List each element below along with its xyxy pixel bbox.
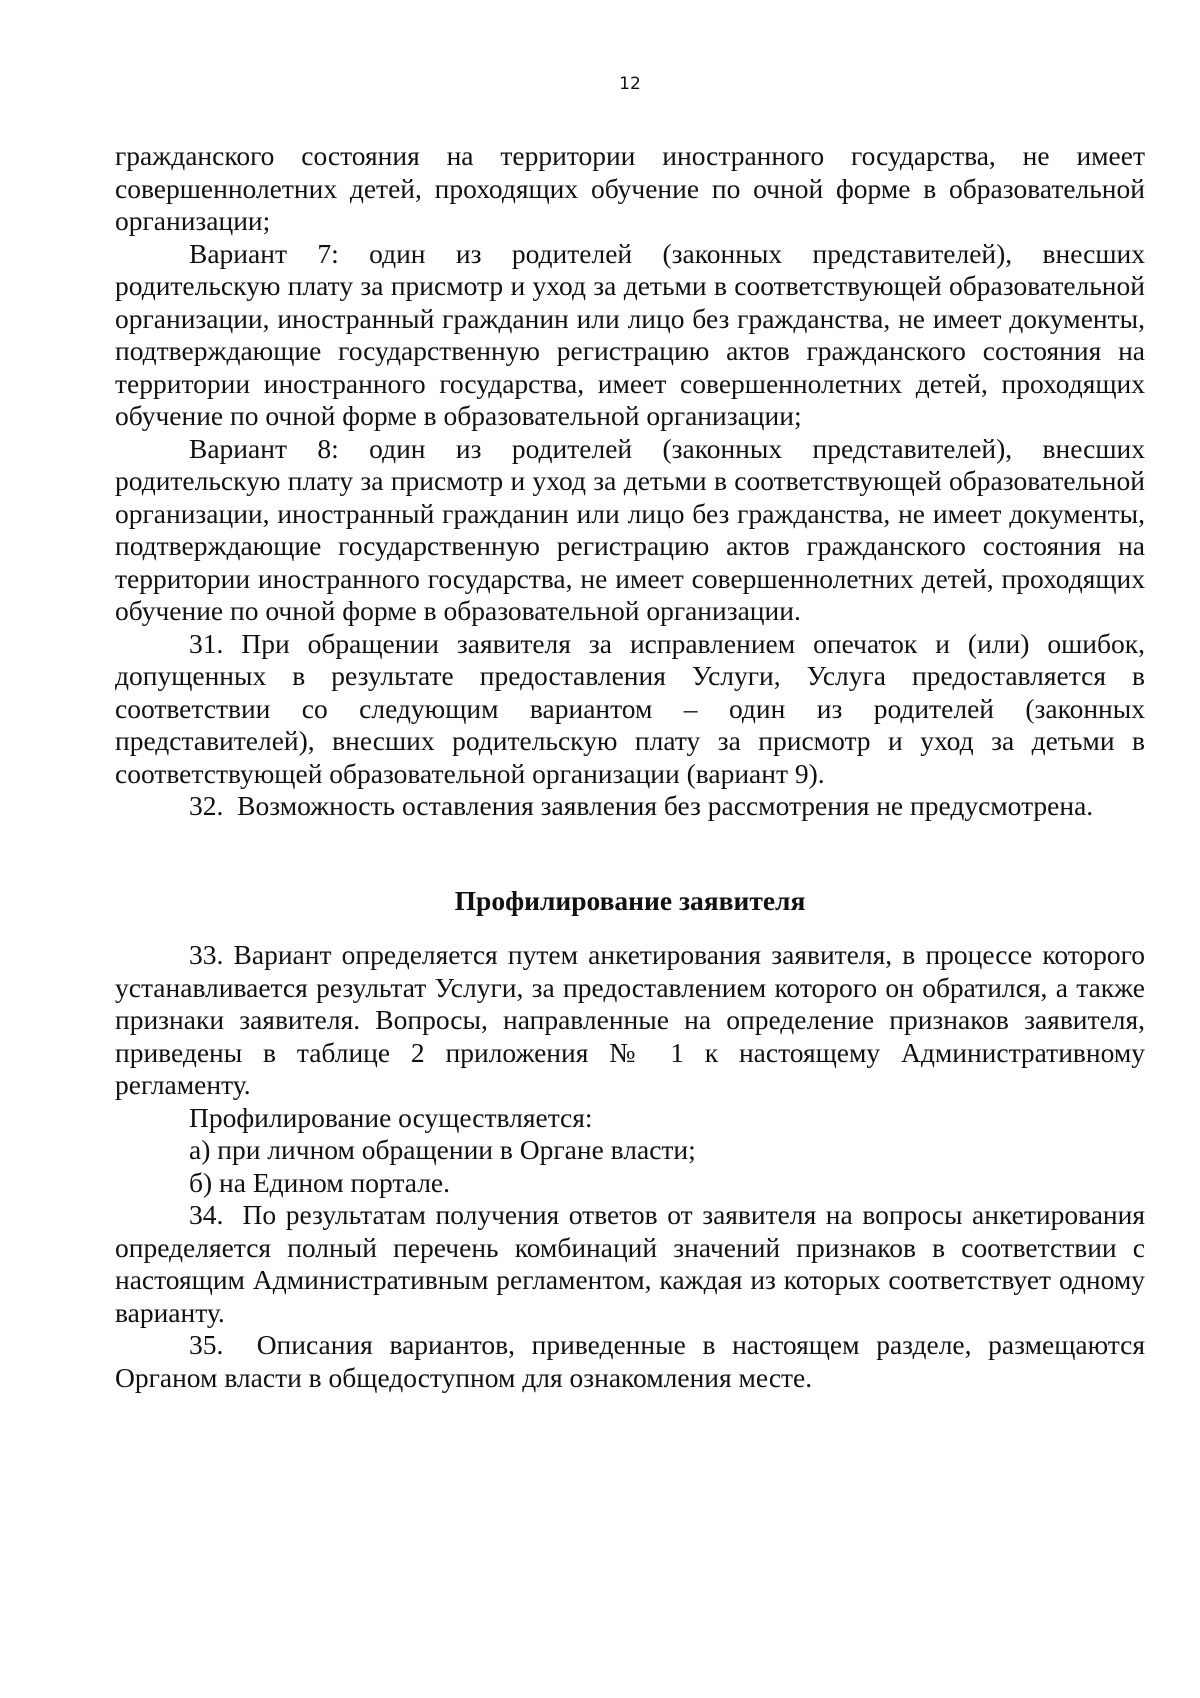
paragraph-item-35: 35. Описания вариантов, приведенные в настоящем разделе, размещаются Органом власти в общедоступном для ознакомления месте. [115,1329,1152,1393]
paragraph-item-32: 32. Возможность оставления заявления без рассмотрения не предусмотрена. [189,790,1094,821]
paragraph-continuation: гражданского состояния на территории иностранного государства, не имеет совершеннолетних детей, проходящих обучение по очной форме в образовательной организации; [115,140,1145,236]
paragraph-item-34: 34. По результатам получения ответов от заявителя на вопросы анкетирования определяется полный перечень комбинаций значений признаков в соответствии с настоящим Административным регламентом, каждая из которых соответствует одному варианту. [115,1199,1152,1328]
section-title: Профилирование заявителя [454,884,806,916]
paragraph-item-31: 31. При обращении заявителя за исправлением опечаток и (или) ошибок, допущенных в результате предоставления Услуги, Услуга предоставляется в соответствии со следующим вариантом – один из родителей (законных представителей), внесших родительскую плату за присмотр и уход за детьми в соответствующей образовательной организации (вариант 9). [115,627,1145,789]
paragraph-item-33: 33. Вариант определяется путем анкетирования заявителя, в процессе которого устанавливается результат Услуги, за предоставлением которого он обратился, а также признаки заявителя. Вопросы, направленные на определение признаков заявителя, приведены в таблице 2 приложения № 1 к настоящему Административному регламенту. [115,939,1145,1100]
document-body [115,140,1152,1394]
section-heading-block [115,885,1145,918]
page-number: 12 [619,74,641,94]
paragraph-variant-8: Вариант 8: один из родителей (законных представителей), внесших родительскую плату за присмотр и уход за детьми в соответствующей образовательной организации, иностранный гражданин или лицо без гражданства, не имеет документы, подтверждающие государственную регистрацию актов гражданского состояния на территории иностранного государства, не имеет совершеннолетних детей, проходящих обучение по очной форме в образовательной организации. [115,432,1145,626]
paragraph-variant-7: Вариант 7: один из родителей (законных представителей), внесших родительскую плату за присмотр и уход за детьми в соответствующей образовательной организации, иностранный гражданин или лицо без гражданства, не имеет документы, подтверждающие государственную регистрацию актов гражданского состояния на территории иностранного государства, имеет совершеннолетних детей, проходящих обучение по очной форме в образовательной организации; [115,237,1145,431]
paragraph-profiling-option-a: а) при личном обращении в Органе власти; [189,1134,696,1165]
paragraph-profiling-intro: Профилирование осуществляется: [189,1101,593,1133]
paragraph-profiling-option-b: б) на Едином портале. [189,1166,451,1198]
